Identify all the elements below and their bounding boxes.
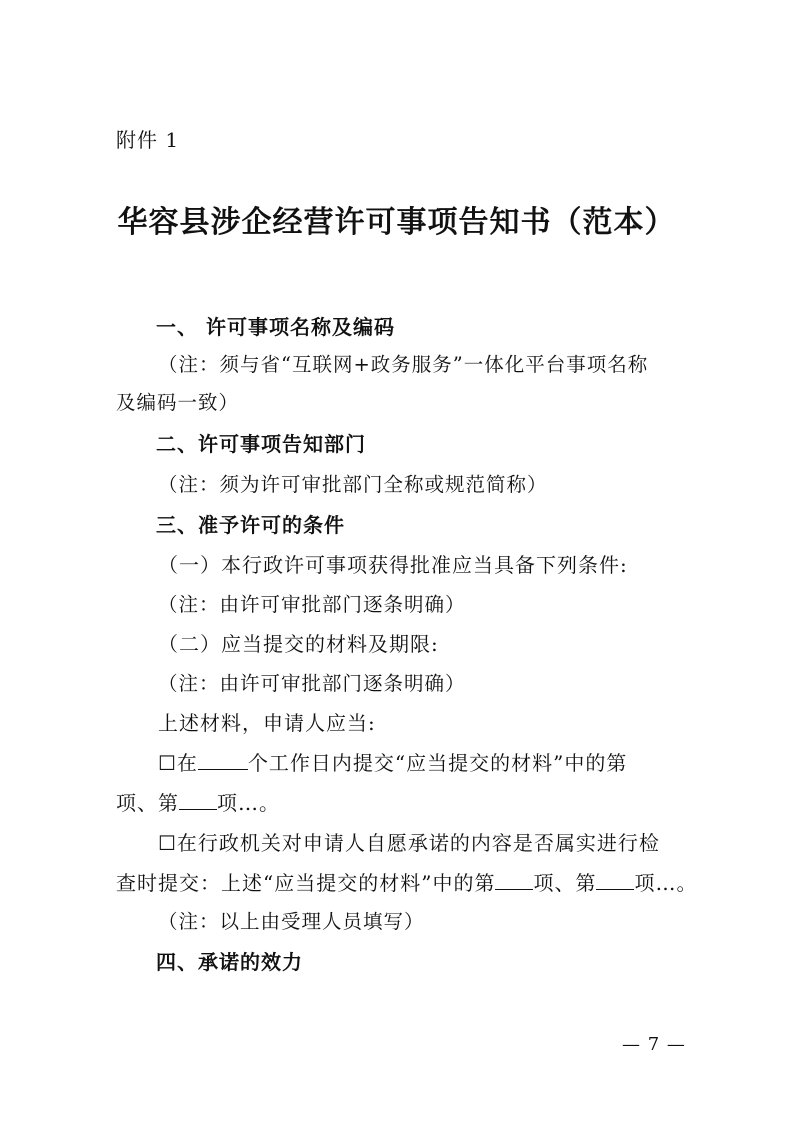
section1-note-line2: 及编码一致）: [116, 391, 240, 414]
section3-note2: （注：由许可审批部门逐条明确）: [158, 672, 466, 695]
item-number-blank: [495, 871, 533, 890]
item-number-blank: [179, 791, 217, 810]
option1-line2: [116, 789, 280, 817]
section3-subsection2: （二）应当提交的材料及期限:: [158, 632, 439, 656]
attachment-label: 附件 1: [116, 128, 180, 152]
section2-note: （注：须为许可审批部门全称或规范简称）: [158, 473, 548, 496]
option2-text-b: 项、第: [533, 871, 597, 895]
section3-heading: 三、准予许可的条件: [156, 513, 345, 537]
workdays-blank: [198, 751, 248, 770]
applicant-statement: 上述材料，申请人应当:: [158, 711, 376, 735]
option1-line1: [158, 749, 627, 777]
option2-text-c: 项…。: [634, 871, 698, 895]
section1-heading: 一、 许可事项名称及编码: [156, 315, 395, 339]
page-number: — 7 —: [622, 1034, 686, 1055]
option1-text: 个工作日内提交“应当提交的材料”中的第: [247, 751, 628, 775]
option2-line2: [116, 869, 697, 897]
option1-item-text-a: 项、第: [116, 791, 179, 815]
section1-note-line1: （注：须与省“互联网+政务服务”一体化平台事项名称: [158, 353, 649, 376]
option2-text-a: 查时提交：上述“应当提交的材料”中的第: [116, 871, 496, 895]
section2-heading: 二、许可事项告知部门: [156, 432, 366, 456]
option1-item-text-b: 项…。: [217, 791, 280, 815]
section3-subsection1: （一）本行政许可事项获得批准应当具备下列条件:: [158, 553, 628, 577]
document-title: 华容县涉企经营许可事项告知书（范本）: [117, 205, 676, 240]
section4-heading: 四、承诺的效力: [156, 950, 303, 974]
section3-note3: （注：以上由受理人员填写）: [158, 910, 425, 933]
item-number-blank: [596, 871, 634, 890]
section3-note1: （注：由许可审批部门逐条明确）: [158, 593, 466, 616]
option1-checkbox-text: ☐在: [158, 751, 198, 775]
option2-line1: ☐在行政机关对申请人自愿承诺的内容是否属实进行检: [158, 831, 660, 855]
